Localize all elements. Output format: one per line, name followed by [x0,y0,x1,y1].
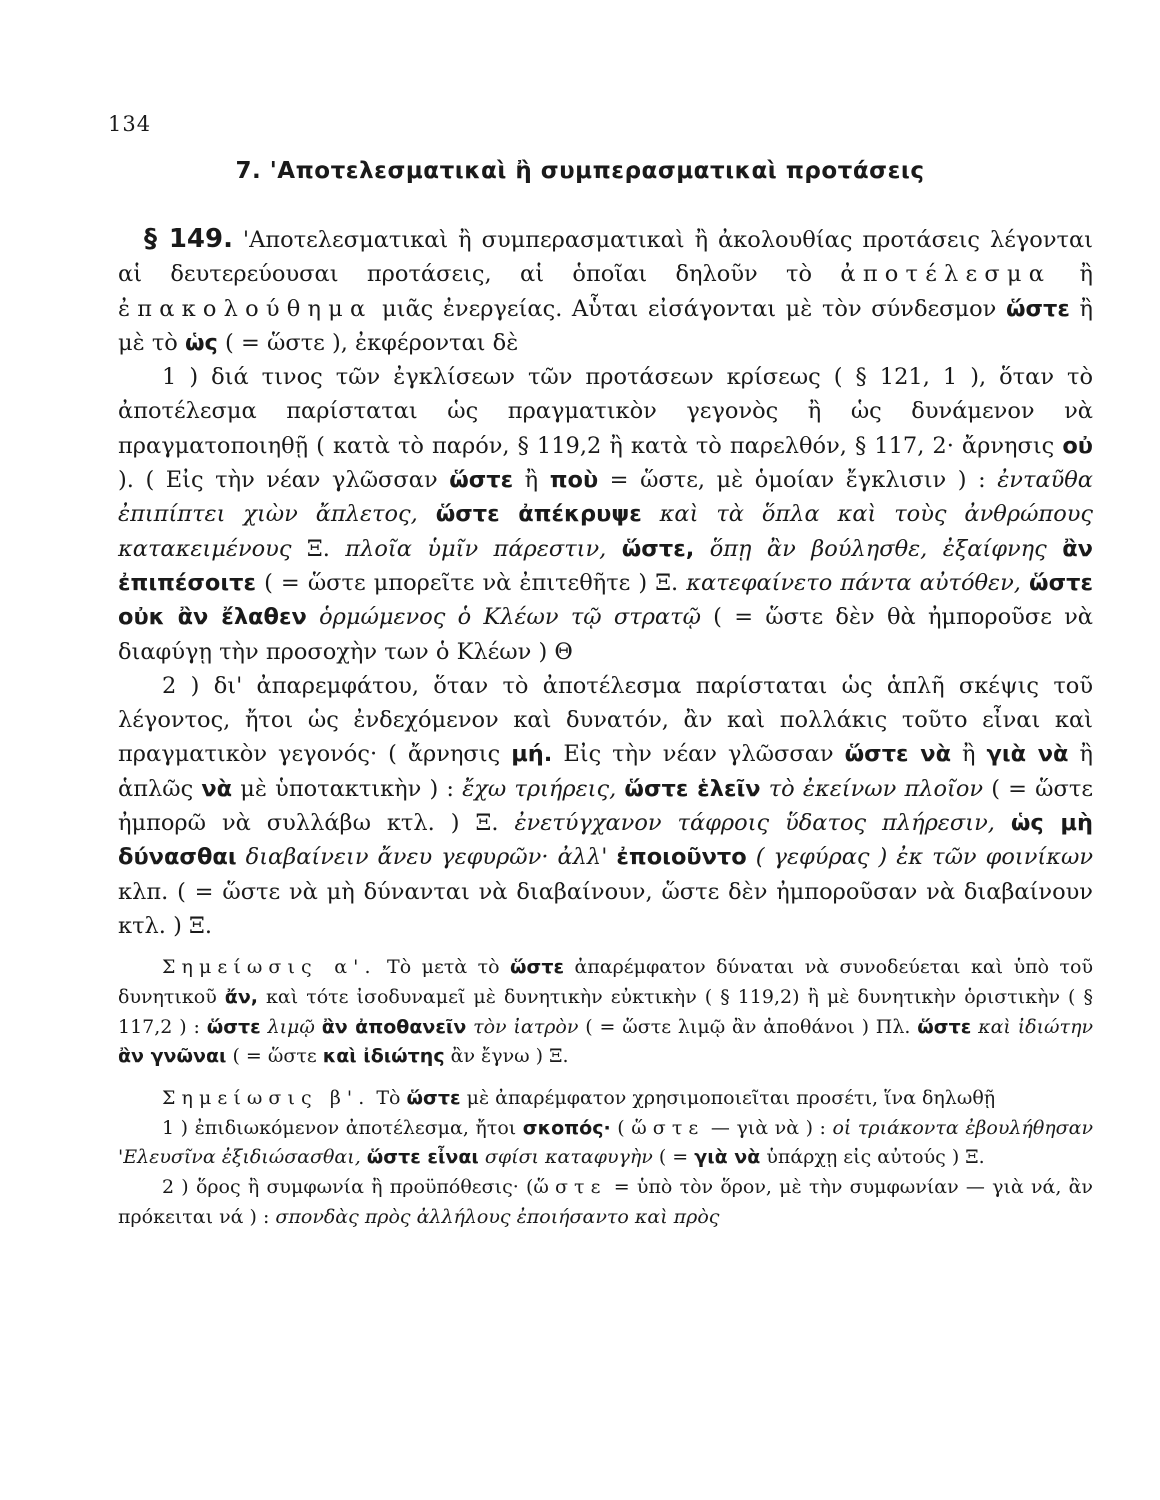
text-run: ). ( Εἰς τὴν νέαν γλῶσσαν [118,467,450,494]
paragraph-149 [118,222,1093,360]
section-number: § 149. [144,224,233,254]
main-text [118,222,1093,943]
text-run: 'Αποτελεσματικαὶ ἢ συμπερασματικαὶ ἢ ἀκολουθίας προτάσεις λέγονται αἱ δευτερεύουσαι προτάσεις, αἱ ὁποῖαι δηλοῦν τὸ [118,227,1093,288]
text-run: 1 ) ἐπιδιωκόμενον ἀποτέλεσμα, ἤτοι [162,1116,523,1139]
bold-term: ὥστε [406,1087,461,1110]
italic-quote: τὸ ἐκείνων πλοῖον [760,775,984,802]
bold-term: ὡς μὴ δύνασθαι [118,810,1093,871]
notes-block [118,953,1093,1232]
text-run: 2 ) δι' ἀπαρεμφάτου, ὅταν τὸ ἀποτέλεσμα παρίσταται ὡς ἁπλῆ σκέψις τοῦ λέγοντος, ἤτοι ὡς ἐνδεχόμενον καὶ δυνατόν, ἂν καὶ πολλάκις τοῦτο εἶναι καὶ πραγματικὸν γεγονός· ( ἄρνησις [118,672,1093,768]
bold-term: ἂν γνῶναι [118,1045,227,1068]
text-run: Τὸ [370,1087,407,1110]
text-run: ( = ὥστε ), ἐκφέρονται δὲ [217,329,519,356]
italic-quote: οἱ τριάκοντα ἐβουλήθησαν 'Ελευσῖνα ἐξιδιώσασθαι, [118,1116,1093,1169]
bold-term: νὰ [201,775,233,802]
text-run: 2 ) ὅρος ἢ συμφωνία ἢ προϋπόθεσις· ( [162,1176,534,1199]
italic-quote: καὶ τὰ ὅπλα καὶ τοὺς ἀνθρώπους κατακειμένους [118,501,1094,562]
italic-quote: λιμῷ [260,1015,315,1038]
italic-quote: ἐνετύγχανον τάφροις ὕδατος πλήρεσιν, [514,810,995,837]
italic-quote: ( γεφύρας ) ἐκ τῶν φοινίκων [746,844,1093,871]
text-run: Ξ. [291,535,346,562]
note-beta [118,1084,1093,1114]
bold-term: σκοπός· [522,1116,611,1139]
italic-quote: καὶ ἰδιώτην [971,1015,1093,1038]
text-run: ( = ὥστε λιμῷ ἂν ἀποθάνοι ) Πλ. [578,1015,918,1038]
text-run: ἢ [1051,261,1093,288]
text-run: μὲ ὑποτακτικὴν ) : [232,775,463,802]
text-run: ( = [652,1146,695,1169]
spaced-term: ἀποτέλεσμα [840,261,1052,288]
bold-term: ἂν ἐπιπέσοιτε [118,535,1093,596]
text-run: ( = ὥστε ἠμπορῶ νὰ συλλάβω κτλ. ) Ξ. [118,775,1093,837]
bold-term: ὥστε εἶναι [366,1146,479,1169]
note-beta-case-1 [118,1114,1093,1173]
text-run [606,536,621,562]
text-run [315,1016,322,1038]
italic-quote: ἐνταῦθα ἐπιπίπτει χιὼν ἄπλετος, [118,467,1093,528]
bold-term: ὥστε [1005,295,1070,322]
bold-term: καὶ ἰδιώτης [322,1045,445,1068]
text-run: μὲ ἀπαρέμφατον χρησιμοποιεῖται προσέτι, ἵνα δηλωθῇ [460,1087,996,1110]
bold-term: ὡς [185,329,218,356]
spaced-term: ἐπακολούθημα [118,295,373,322]
bold-term: ὥστε [510,956,565,979]
text-run: ἢ [951,741,987,768]
bold-term: ἂν ἀποθανεῖν [321,1015,467,1038]
bold-term: ὥστε [206,1015,261,1038]
paragraph-case-2 [118,669,1093,943]
text-run [995,810,1011,836]
note-alpha [118,953,1093,1072]
text-run: ἢ ἁπλῶς [118,741,1093,802]
text-run: ὑπάρχῃ εἰς αὐτούς ) Ξ. [760,1146,985,1169]
bold-term: ἐποιοῦντο [616,844,747,871]
text-run: 1 ) διά τινος τῶν ἐγκλίσεων τῶν προτάσεων κρίσεως ( § 121, 1 ), ὅταν τὸ ἀποτέλεσμα παρίσταται ὡς πραγματικὸν γεγονὸς ἢ ὡς δυνάμενον νὰ πραγματοποιηθῇ ( κατὰ τὸ παρόν, § 119,2 ἢ κατὰ τὸ παρελθόν, § 117, 2· ἄρνησις [118,364,1093,459]
text-run: ἂν ἔγνω ) Ξ. [444,1045,569,1068]
italic-quote: σπονδὰς πρὸς ἀλλήλους ἐποιήσαντο καὶ πρὸς [275,1205,720,1228]
text-run: — γιὰ νὰ ) : [704,1116,833,1139]
italic-quote: ἔχω τριήρεις, [462,775,617,802]
bold-term: ὥστε, [621,535,695,562]
italic-quote: σφίσι καταφυγὴν [478,1146,653,1169]
bold-term: ὥστε ἀπέκρυψε [435,501,642,528]
spaced-term: ὥστε [631,1116,705,1139]
note-label: Σημείωσις β'. [162,1087,371,1110]
text-run: = ὥστε, μὲ ὁμοίαν ἔγκλισιν ) : [598,467,998,494]
text-run: ( = ὥστε μπορεῖτε νὰ ἐπιτεθῆτε ) Ξ. [256,569,687,596]
bold-term: μή. [511,741,553,768]
paragraph-case-1 [118,360,1093,669]
bold-term: ὥστε [449,467,514,494]
bold-term: ὥστε νὰ [844,741,952,768]
spaced-term: ὥστε [533,1176,607,1199]
text-run: Εἰς τὴν νέαν γλῶσσαν [552,741,845,768]
italic-quote: τὸν ἰατρὸν [466,1015,579,1038]
text-run: ( = ὥστε [226,1045,323,1068]
italic-quote: διαβαίνειν ἄνευ γεφυρῶν· ἀλλ' [236,844,608,871]
note-beta-case-2 [118,1173,1093,1232]
text-run [418,501,436,527]
text-run: ἢ [513,467,550,494]
text-run: ( [610,1116,632,1139]
bold-term: ἄν, [224,985,258,1008]
italic-quote: ὁρμώμενος ὁ Κλέων τῷ στρατῷ [306,604,701,631]
bold-term: γιὰ νὰ [694,1146,761,1169]
bold-term: οὐ [1062,432,1093,459]
page-number: 134 [108,112,152,136]
text-run: ( = ὥστε δὲν θὰ ἠμποροῦσε νὰ διαφύγῃ τὴν προσοχὴν των ὁ Κλέων ) Θ [118,604,1093,665]
section-heading: 7. 'Αποτελεσματικαὶ ἢ συμπερασματικαὶ προτάσεις [235,158,925,184]
italic-quote: κατεφαίνετο πάντα αὐτόθεν, [686,569,1021,596]
bold-term: ὥστε οὐκ ἂν ἔλαθεν [118,569,1093,631]
text-run: ἢ μὲ τὸ [118,295,1093,356]
note-label: Σημείωσις α'. [162,956,377,979]
bold-term: ὥστε ἑλεῖν [624,775,761,802]
italic-quote: ὅπῃ ἂν βούλησθε, ἐξαίφνης [694,535,1047,562]
bold-term: ὥστε [917,1015,972,1038]
text-run: καὶ τότε ἰσοδυναμεῖ μὲ δυνητικὴν εὐκτικὴν ( § 119,2) ἢ μὲ δυνητικὴν ὁριστικὴν ( § 117,2 ) : [118,985,1093,1038]
text-run: κλπ. ( = ὥστε νὰ μὴ δύνανται νὰ διαβαίνουν, ὥστε δὲν ἠμποροῦσαν νὰ διαβαίνουν κτλ. ) Ξ. [118,878,1093,939]
text-run: μιᾶς ἐνεργείας. Αὗται εἰσάγονται μὲ τὸν σύνδεσμον [372,295,1006,322]
bold-term: ποὺ [549,467,599,494]
text-run: Τὸ μετὰ τὸ [376,956,511,979]
text-run [1021,570,1029,596]
italic-quote: πλοῖα ὑμῖν πάρεστιν, [345,535,607,562]
text-run [1047,536,1062,562]
text-run: ἀπαρέμφατον δύναται νὰ συνοδεύεται καὶ ὑπὸ τοῦ δυνητικοῦ [118,956,1093,1008]
text-run: = ὑπὸ τὸν ὅρον, μὲ τὴν συμφωνίαν — γιὰ νά, ἂν πρόκειται νά ) : [118,1176,1093,1228]
page-body [118,222,1093,1233]
bold-term: γιὰ νὰ [986,741,1069,768]
